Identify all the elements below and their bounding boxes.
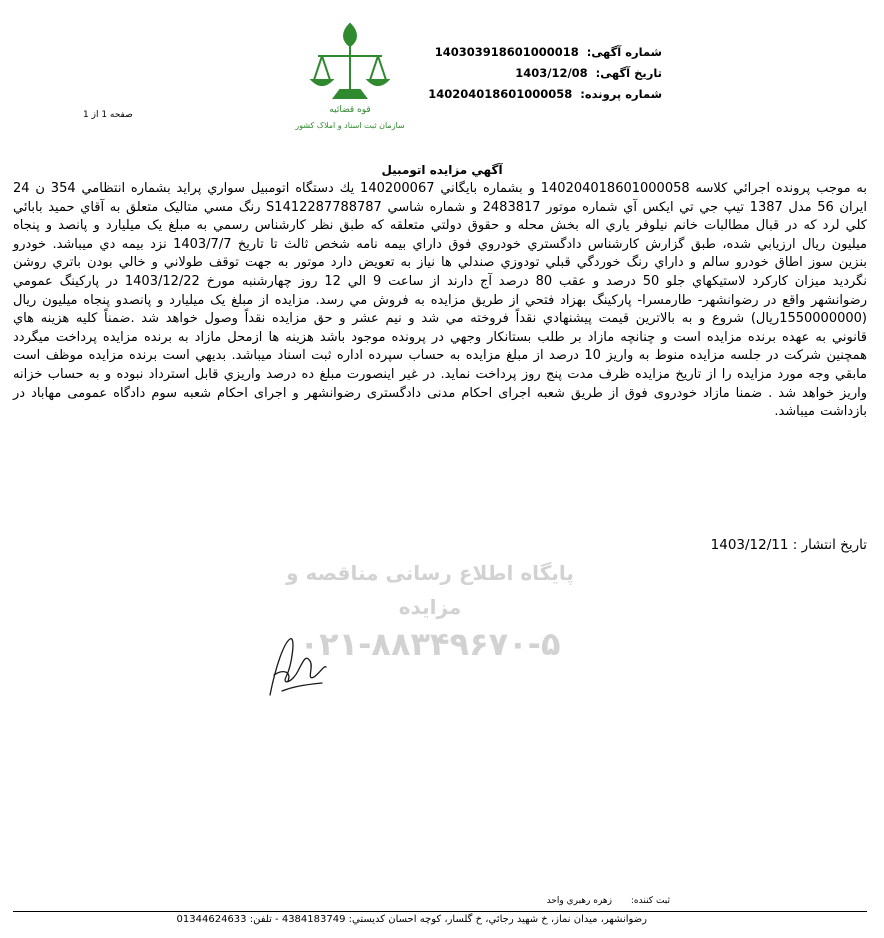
notice-body: به موجب پرونده اجرائي كلاسه 140204018601000058 و بشماره بايگاني 140200067 يك دستگاه اتومبيل سواري پرايد بشماره انتظامي 354 ن 24 ايران 56 مدل 1387 تيپ جي تي ايكس آي شماره موتور 2483817 و شماره شاسي S1412287788787 رنگ مسي متاليک متعلق به آقاي حميد بابائي كلي لرد كه در قبال مطالبات خانم نيلوفر ياري اله بخش محله و حقوق دولتي متعلقه كه طبق نظر كارشناس رسمي به مبلغ يک ميليارد و پانصد و پنجاه ميليون ريال ارزيابي شده، طبق گزارش كارشناس دادگستري خودروي فوق داراي بيمه نامه شخص ثالث تا تاريخ 1403/7/7 نزد بيمه دي ميباشد. خودرو بنزين سوز اطاق خودرو سالم و داراي رنگ خوردگي قبلي تودوزي صندلي ها نياز به تعويض دارد موتور به جهت توقف طولاني و خالي بودن باتري روشن نگرديد ميزان كاركرد لاستيكهاي جلو 50 درصد و عقب 80 درصد آج دارند از ساعت 9 الي 12 روز چهارشنبه مورخ 1403/12/22 در پاركينگ عمومي رضوانشهر واقع در رضوانشهر- طارمسرا- پاركينگ بهزاد فتحي از طريق مزايده به فروش مي رسد. مزايده از مبلغ يک ميليارد و پانصدو پنجاه ميليون ريال (1550000000ريال) شروع و به بالاترين قيمت پيشنهادي نقداً فروخته مي شد و نيم عشر و حق مزايده نقداً وصول خواهد شد .ضمناً كليه هزينه هاي قانوني به عهده برنده مزايده است و چنانچه مازاد بر طلب بستانكار وجهي در پرونده موجود باشد هزينه ها ازمحل مازاد به برنده مزايده پرداخت ميگردد همچنين شركت در جلسه مزايده منوط به واريز 10 درصد از مبلغ مزايده به حساب سپرده اداره ثبت اسناد ميباشد. بديهي است برنده مزايده موظف است مابقي وجه مورد مزايده را از تاريخ مزايده ظرف مدت پنج روز پرداخت نمايد. در غير اينصورت مبلغ ده درصد واريزي قابل استرداد نبوده و به حساب خزانه واريز خواهد شد . ضمنا مازاد خودروی فوق از طريق شعبه اجرای احکام مدنی دادگستری رضوانشهر و اجرای احکام شعبه سوم دادگاه عمومی مهاباد در بازداشت ميباشد. (13, 181, 867, 420)
case-number-label: شماره پرونده: (580, 87, 662, 101)
notice-number-label: شماره آگهی: (586, 45, 662, 59)
publication-date: 1403/12/11 (710, 537, 789, 553)
publication-date-line (13, 536, 867, 554)
footer-divider (13, 911, 867, 912)
watermark-phone: ۰۲۱-۸۸۳۴۹۶۷۰-۵ (299, 625, 561, 663)
registrar (547, 896, 670, 906)
watermark-name: پایگاه اطلاع رسانی مناقصه و مزایده (286, 561, 574, 619)
signature (262, 625, 332, 705)
notice-title: آگهي مزايده اتومبيل (381, 163, 503, 177)
case-number: 140204018601000058 (428, 87, 573, 101)
emblem-bottom-text: سازمان ثبت اسناد و املاک کشور (295, 121, 405, 130)
notice-date-label: تاریخ آگهی: (595, 66, 662, 80)
page-indicator: صفحه 1 از 1 (83, 110, 133, 120)
emblem-top-text: قوه قضائیه (329, 105, 371, 115)
registrar-name: زهره رهبري واحد (546, 896, 613, 906)
registrar-label: ثبت كننده: (630, 896, 670, 906)
footer-address: رضوانشهر، ميدان نماز، خ شهيد رجائي، خ گلسار، كوچه احسان كديستي: 4384183749 - تلفن: 01344624633 (176, 914, 647, 925)
judiciary-emblem-logo (290, 18, 410, 138)
notice-number: 140303918601000018 (434, 45, 579, 59)
publication-date-label: تاريخ انتشار : (792, 537, 867, 553)
notice-date: 1403/12/08 (515, 66, 588, 80)
